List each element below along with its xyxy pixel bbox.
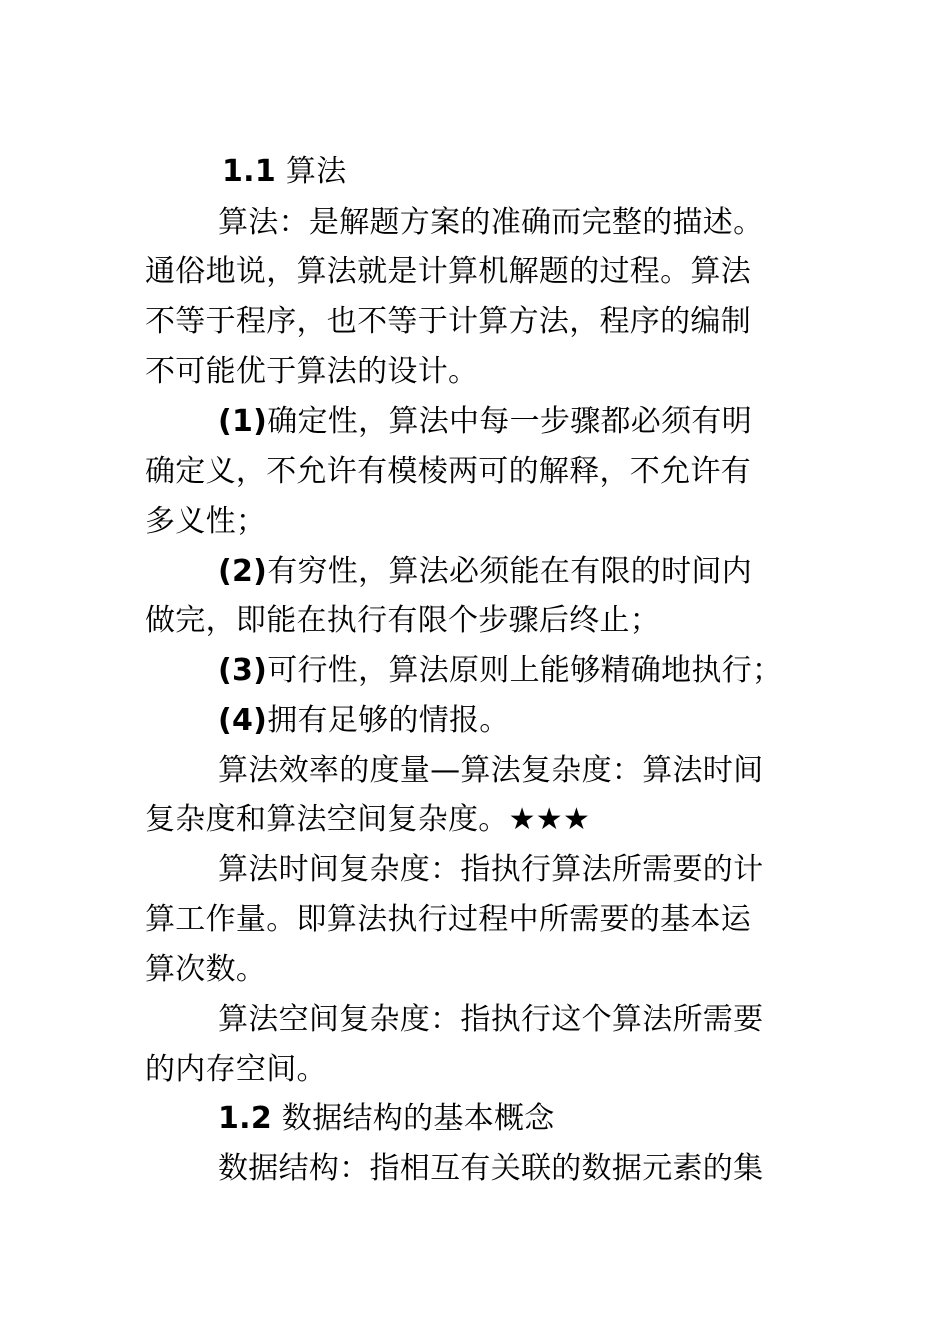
paragraph-line: 算法时间复杂度：指执行算法所需要的计 xyxy=(218,852,764,887)
paragraph-line: 不等于程序，也不等于计算方法，程序的编制 xyxy=(145,304,751,339)
list-item-4 xyxy=(218,703,510,739)
list-marker: (2) xyxy=(218,554,268,589)
paragraph-line xyxy=(145,802,590,838)
list-item-2 xyxy=(218,554,752,590)
section-heading-1-1 xyxy=(222,154,347,190)
section-title: 数据结构的基本概念 xyxy=(281,1101,555,1136)
paragraph-line: 数据结构：指相互有关联的数据元素的集 xyxy=(218,1151,764,1186)
section-title: 算法 xyxy=(285,154,347,189)
paragraph-line: 算法空间复杂度：指执行这个算法所需要 xyxy=(218,1002,764,1037)
section-number: 1.1 xyxy=(222,154,277,189)
list-text: 拥有足够的情报。 xyxy=(267,703,510,738)
paragraph-line: 算工作量。即算法执行过程中所需要的基本运 xyxy=(145,902,751,937)
paragraph-line: 多义性； xyxy=(145,504,267,539)
paragraph-line: 确定义，不允许有模棱两可的解释，不允许有 xyxy=(145,454,751,489)
paragraph-line: 通俗地说，算法就是计算机解题的过程。算法 xyxy=(145,254,751,289)
paragraph-text: 复杂度和算法空间复杂度。 xyxy=(145,802,509,837)
list-text: 确定性，算法中每一步骤都必须有明 xyxy=(267,404,753,439)
list-marker: (1) xyxy=(218,404,268,439)
paragraph-line: 的内存空间。 xyxy=(145,1052,327,1087)
section-number: 1.2 xyxy=(218,1101,273,1136)
paragraph-line: 算次数。 xyxy=(145,952,267,987)
section-heading-1-2 xyxy=(218,1101,555,1137)
paragraph-line: 算法：是解题方案的准确而完整的描述。 xyxy=(218,205,764,240)
list-text: 可行性，算法原则上能够精确地执行； xyxy=(267,653,783,688)
rating-stars: ★★★ xyxy=(508,802,591,837)
paragraph-line: 算法效率的度量—算法复杂度：算法时间 xyxy=(218,753,764,788)
list-marker: (3) xyxy=(218,653,268,688)
paragraph-line: 不可能优于算法的设计。 xyxy=(145,354,479,389)
list-text: 有穷性，算法必须能在有限的时间内 xyxy=(267,554,753,589)
list-marker: (4) xyxy=(218,703,268,738)
list-item-3 xyxy=(218,653,782,689)
paragraph-line: 做完，即能在执行有限个步骤后终止； xyxy=(145,603,661,638)
list-item-1 xyxy=(218,404,752,440)
